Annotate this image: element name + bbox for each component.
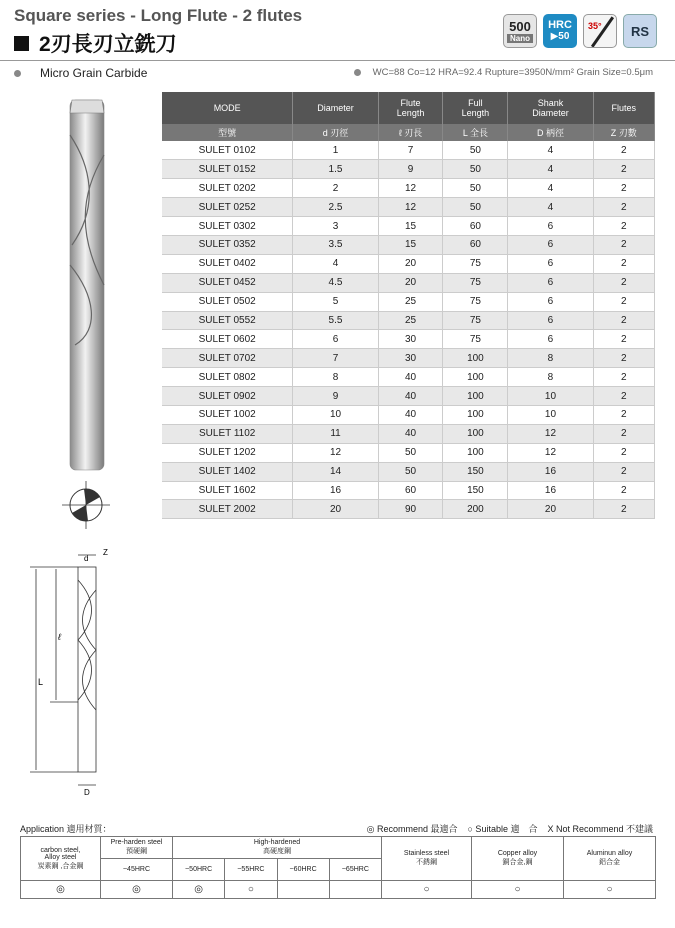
table-row [162,217,655,236]
helix-angle-text: 35° [588,21,602,31]
table-cell: 2 [593,141,654,160]
table-cell: 12 [508,443,593,462]
table-cell: 2 [593,254,654,273]
tool-line-drawing [30,555,96,785]
app-sub-65: ~65HRC [329,859,381,881]
label-flute-length: ℓ [58,632,61,642]
cross-section-icon [62,481,110,529]
table-cell: 2 [593,292,654,311]
col-diameter: Diameter [293,92,378,124]
table-cell: 50 [443,141,508,160]
table-cell: 14 [293,462,378,481]
table-cell: 2 [593,481,654,500]
table-row [162,179,655,198]
legend-recommend: ◎ Recommend 最適合 [366,824,458,834]
col-diameter-zh: d 刃徑 [293,124,378,141]
table-cell: 4.5 [293,273,378,292]
table-cell: 25 [378,292,443,311]
table-cell: SULET 0402 [162,254,293,273]
spec-header-en [162,92,655,124]
table-row [162,254,655,273]
table-cell: 75 [443,292,508,311]
table-cell: 2 [293,179,378,198]
title-zh-text: 2刃長刃立銑刀 [39,33,177,56]
col-flutes-zh: Z 刃數 [593,124,654,141]
table-row [162,424,655,443]
table-cell: 1.5 [293,160,378,179]
spec-header-zh [162,124,655,141]
table-cell: 2 [593,424,654,443]
table-cell: 20 [378,273,443,292]
table-cell: 3 [293,217,378,236]
table-cell: 50 [443,160,508,179]
table-cell: 4 [293,254,378,273]
table-cell: 40 [378,424,443,443]
table-cell: 2 [593,235,654,254]
table-cell: 9 [293,387,378,406]
table-cell: 75 [443,311,508,330]
table-cell: 12 [378,179,443,198]
table-cell: 2 [593,217,654,236]
table-cell: SULET 1002 [162,405,293,424]
app-col-carbon: carbon steel, Alloy steel 炭素鋼 ,合金鋼 [21,837,101,881]
bullet-icon [14,70,21,77]
label-z: Z [103,548,108,557]
nano-badge [503,14,537,48]
table-cell: 15 [378,217,443,236]
table-cell: 6 [508,292,593,311]
label-full-length: L [38,677,44,687]
table-cell: 200 [443,500,508,519]
legend-not-recommend: X Not Recommend 不建議 [547,824,653,834]
title-en: Square series - Long Flute - 2 flutes [14,6,303,25]
table-cell: 16 [293,481,378,500]
helix-angle-badge [583,14,617,48]
table-row [162,349,655,368]
hrc-badge-top: HRC [548,19,572,31]
table-cell: 2 [593,179,654,198]
table-cell: SULET 0702 [162,349,293,368]
table-cell: 6 [508,273,593,292]
table-cell: 2 [593,330,654,349]
table-cell: 100 [443,368,508,387]
table-cell: 2 [593,273,654,292]
table-cell: 8 [508,368,593,387]
table-cell: 50 [378,462,443,481]
table-cell: 100 [443,443,508,462]
col-shank-zh: D 柄徑 [508,124,593,141]
table-row [162,462,655,481]
table-cell: 2.5 [293,198,378,217]
app-col-high: High-hardened 高硬度鋼 [173,837,382,859]
header-divider [0,60,675,61]
table-cell: 10 [293,405,378,424]
table-cell: 6 [508,254,593,273]
material-line [14,66,147,80]
table-cell: 5.5 [293,311,378,330]
app-val-stainless: ○ [382,881,472,899]
table-cell: 75 [443,330,508,349]
col-full-length-zh: L 全長 [443,124,508,141]
table-row [162,273,655,292]
table-cell: SULET 0202 [162,179,293,198]
app-col-alu: Aluminun alloy 鋁合金 [564,837,656,881]
table-cell: 11 [293,424,378,443]
col-shank: Shank Diameter [508,92,593,124]
col-mode-zh: 型號 [162,124,293,141]
table-cell: SULET 0552 [162,311,293,330]
table-cell: 16 [508,462,593,481]
table-cell: SULET 2002 [162,500,293,519]
table-cell: 20 [508,500,593,519]
table-cell: 6 [293,330,378,349]
table-cell: 10 [508,387,593,406]
table-cell: 60 [443,235,508,254]
table-cell: 5 [293,292,378,311]
application-title: Application 適用材質： [20,824,112,834]
app-val-60 [277,881,329,899]
table-cell: SULET 1602 [162,481,293,500]
table-cell: 8 [508,349,593,368]
table-cell: 100 [443,424,508,443]
nano-badge-bottom: Nano [507,34,533,43]
app-sub-prehard: ~45HRC [101,859,173,881]
square-bullet-icon [14,36,29,51]
col-full-length: Full Length [443,92,508,124]
spec-line [354,67,653,78]
table-row [162,481,655,500]
table-cell: 2 [593,368,654,387]
table-cell: 75 [443,273,508,292]
table-cell: 20 [378,254,443,273]
table-row [162,330,655,349]
table-cell: 100 [443,387,508,406]
label-d: d [84,554,89,563]
title-zh [14,28,177,58]
table-cell: SULET 1202 [162,443,293,462]
app-val-alu: ○ [564,881,656,899]
table-cell: 16 [508,481,593,500]
table-cell: SULET 0352 [162,235,293,254]
table-cell: 2 [593,349,654,368]
hrc-badge [543,14,577,48]
table-cell: SULET 0902 [162,387,293,406]
table-cell: 25 [378,311,443,330]
application-legend [367,822,653,835]
app-val-copper: ○ [472,881,564,899]
table-cell: 100 [443,349,508,368]
table-cell: 30 [378,330,443,349]
table-row [162,235,655,254]
material-text: Micro Grain Carbide [40,66,148,80]
spec-body [162,141,655,519]
table-cell: 150 [443,481,508,500]
table-row [162,500,655,519]
table-cell: SULET 1402 [162,462,293,481]
table-cell: 2 [593,462,654,481]
table-cell: 60 [443,217,508,236]
table-cell: 4 [508,141,593,160]
table-cell: 100 [443,405,508,424]
table-cell: 6 [508,311,593,330]
table-row [162,292,655,311]
spec-text: WC=88 Co=12 HRA=92.4 Rupture=3950N/mm² Grain Size=0.5μm [372,67,653,78]
table-cell: 4 [508,160,593,179]
table-cell: 3.5 [293,235,378,254]
app-sub-60: ~60HRC [277,859,329,881]
table-cell: 2 [593,311,654,330]
table-cell: 12 [378,198,443,217]
table-cell: 6 [508,330,593,349]
table-row [162,443,655,462]
table-row [162,405,655,424]
table-row [162,387,655,406]
col-mode: MODE [162,92,293,124]
table-row [162,368,655,387]
table-cell: 2 [593,443,654,462]
table-cell: SULET 0302 [162,217,293,236]
table-cell: 15 [378,235,443,254]
table-cell: SULET 0452 [162,273,293,292]
table-cell: 1 [293,141,378,160]
rs-badge: RS [623,14,657,48]
table-cell: 90 [378,500,443,519]
table-cell: SULET 0102 [162,141,293,160]
col-flutes: Flutes [593,92,654,124]
spec-table [162,92,655,519]
table-cell: 10 [508,405,593,424]
table-cell: 60 [378,481,443,500]
nano-badge-top: 500 [509,18,531,34]
table-cell: 30 [378,349,443,368]
label-shank: D [84,788,90,797]
table-cell: 2 [593,500,654,519]
app-sub-50: ~50HRC [173,859,225,881]
col-flute-length: Flute Length [378,92,443,124]
legend-suitable: ○ Suitable 適 合 [467,824,538,834]
col-flute-length-zh: ℓ 刃長 [378,124,443,141]
application-table [20,836,656,899]
badges [503,14,657,48]
app-sub-55: ~55HRC [225,859,277,881]
app-col-stainless: Stainless steel 不銹鋼 [382,837,472,881]
hrc-badge-bottom: ▶50 [550,31,570,42]
table-cell: 40 [378,387,443,406]
table-cell: 4 [508,198,593,217]
bullet-icon [354,69,361,76]
tool-drawing [0,95,160,805]
table-cell: SULET 0602 [162,330,293,349]
table-row [162,198,655,217]
table-cell: 75 [443,254,508,273]
table-cell: SULET 1102 [162,424,293,443]
table-row [162,160,655,179]
table-cell: 12 [508,424,593,443]
table-cell: 2 [593,160,654,179]
table-cell: SULET 0152 [162,160,293,179]
table-cell: 2 [593,387,654,406]
table-cell: 12 [293,443,378,462]
table-cell: 50 [443,198,508,217]
table-cell: 7 [378,141,443,160]
table-cell: 40 [378,368,443,387]
table-cell: 8 [293,368,378,387]
table-cell: 6 [508,235,593,254]
table-cell: 50 [378,443,443,462]
table-cell: 7 [293,349,378,368]
table-cell: 6 [508,217,593,236]
table-cell: SULET 0802 [162,368,293,387]
table-row [162,141,655,160]
table-cell: 2 [593,405,654,424]
table-cell: 50 [443,179,508,198]
table-cell: 2 [593,198,654,217]
app-val-carbon: ◎ [21,881,101,899]
app-val-50: ◎ [173,881,225,899]
tool-3d-image [70,100,104,470]
app-col-prehard: Pre-harden steel 預硬鋼 [101,837,173,859]
table-cell: SULET 0502 [162,292,293,311]
table-cell: 150 [443,462,508,481]
table-cell: 20 [293,500,378,519]
table-cell: SULET 0252 [162,198,293,217]
app-val-prehard: ◎ [101,881,173,899]
table-row [162,311,655,330]
table-cell: 40 [378,405,443,424]
app-values-row [21,881,656,899]
app-val-65 [329,881,381,899]
app-col-copper: Copper alloy 銅合金,鋼 [472,837,564,881]
app-val-55: ○ [225,881,277,899]
table-cell: 9 [378,160,443,179]
table-cell: 4 [508,179,593,198]
